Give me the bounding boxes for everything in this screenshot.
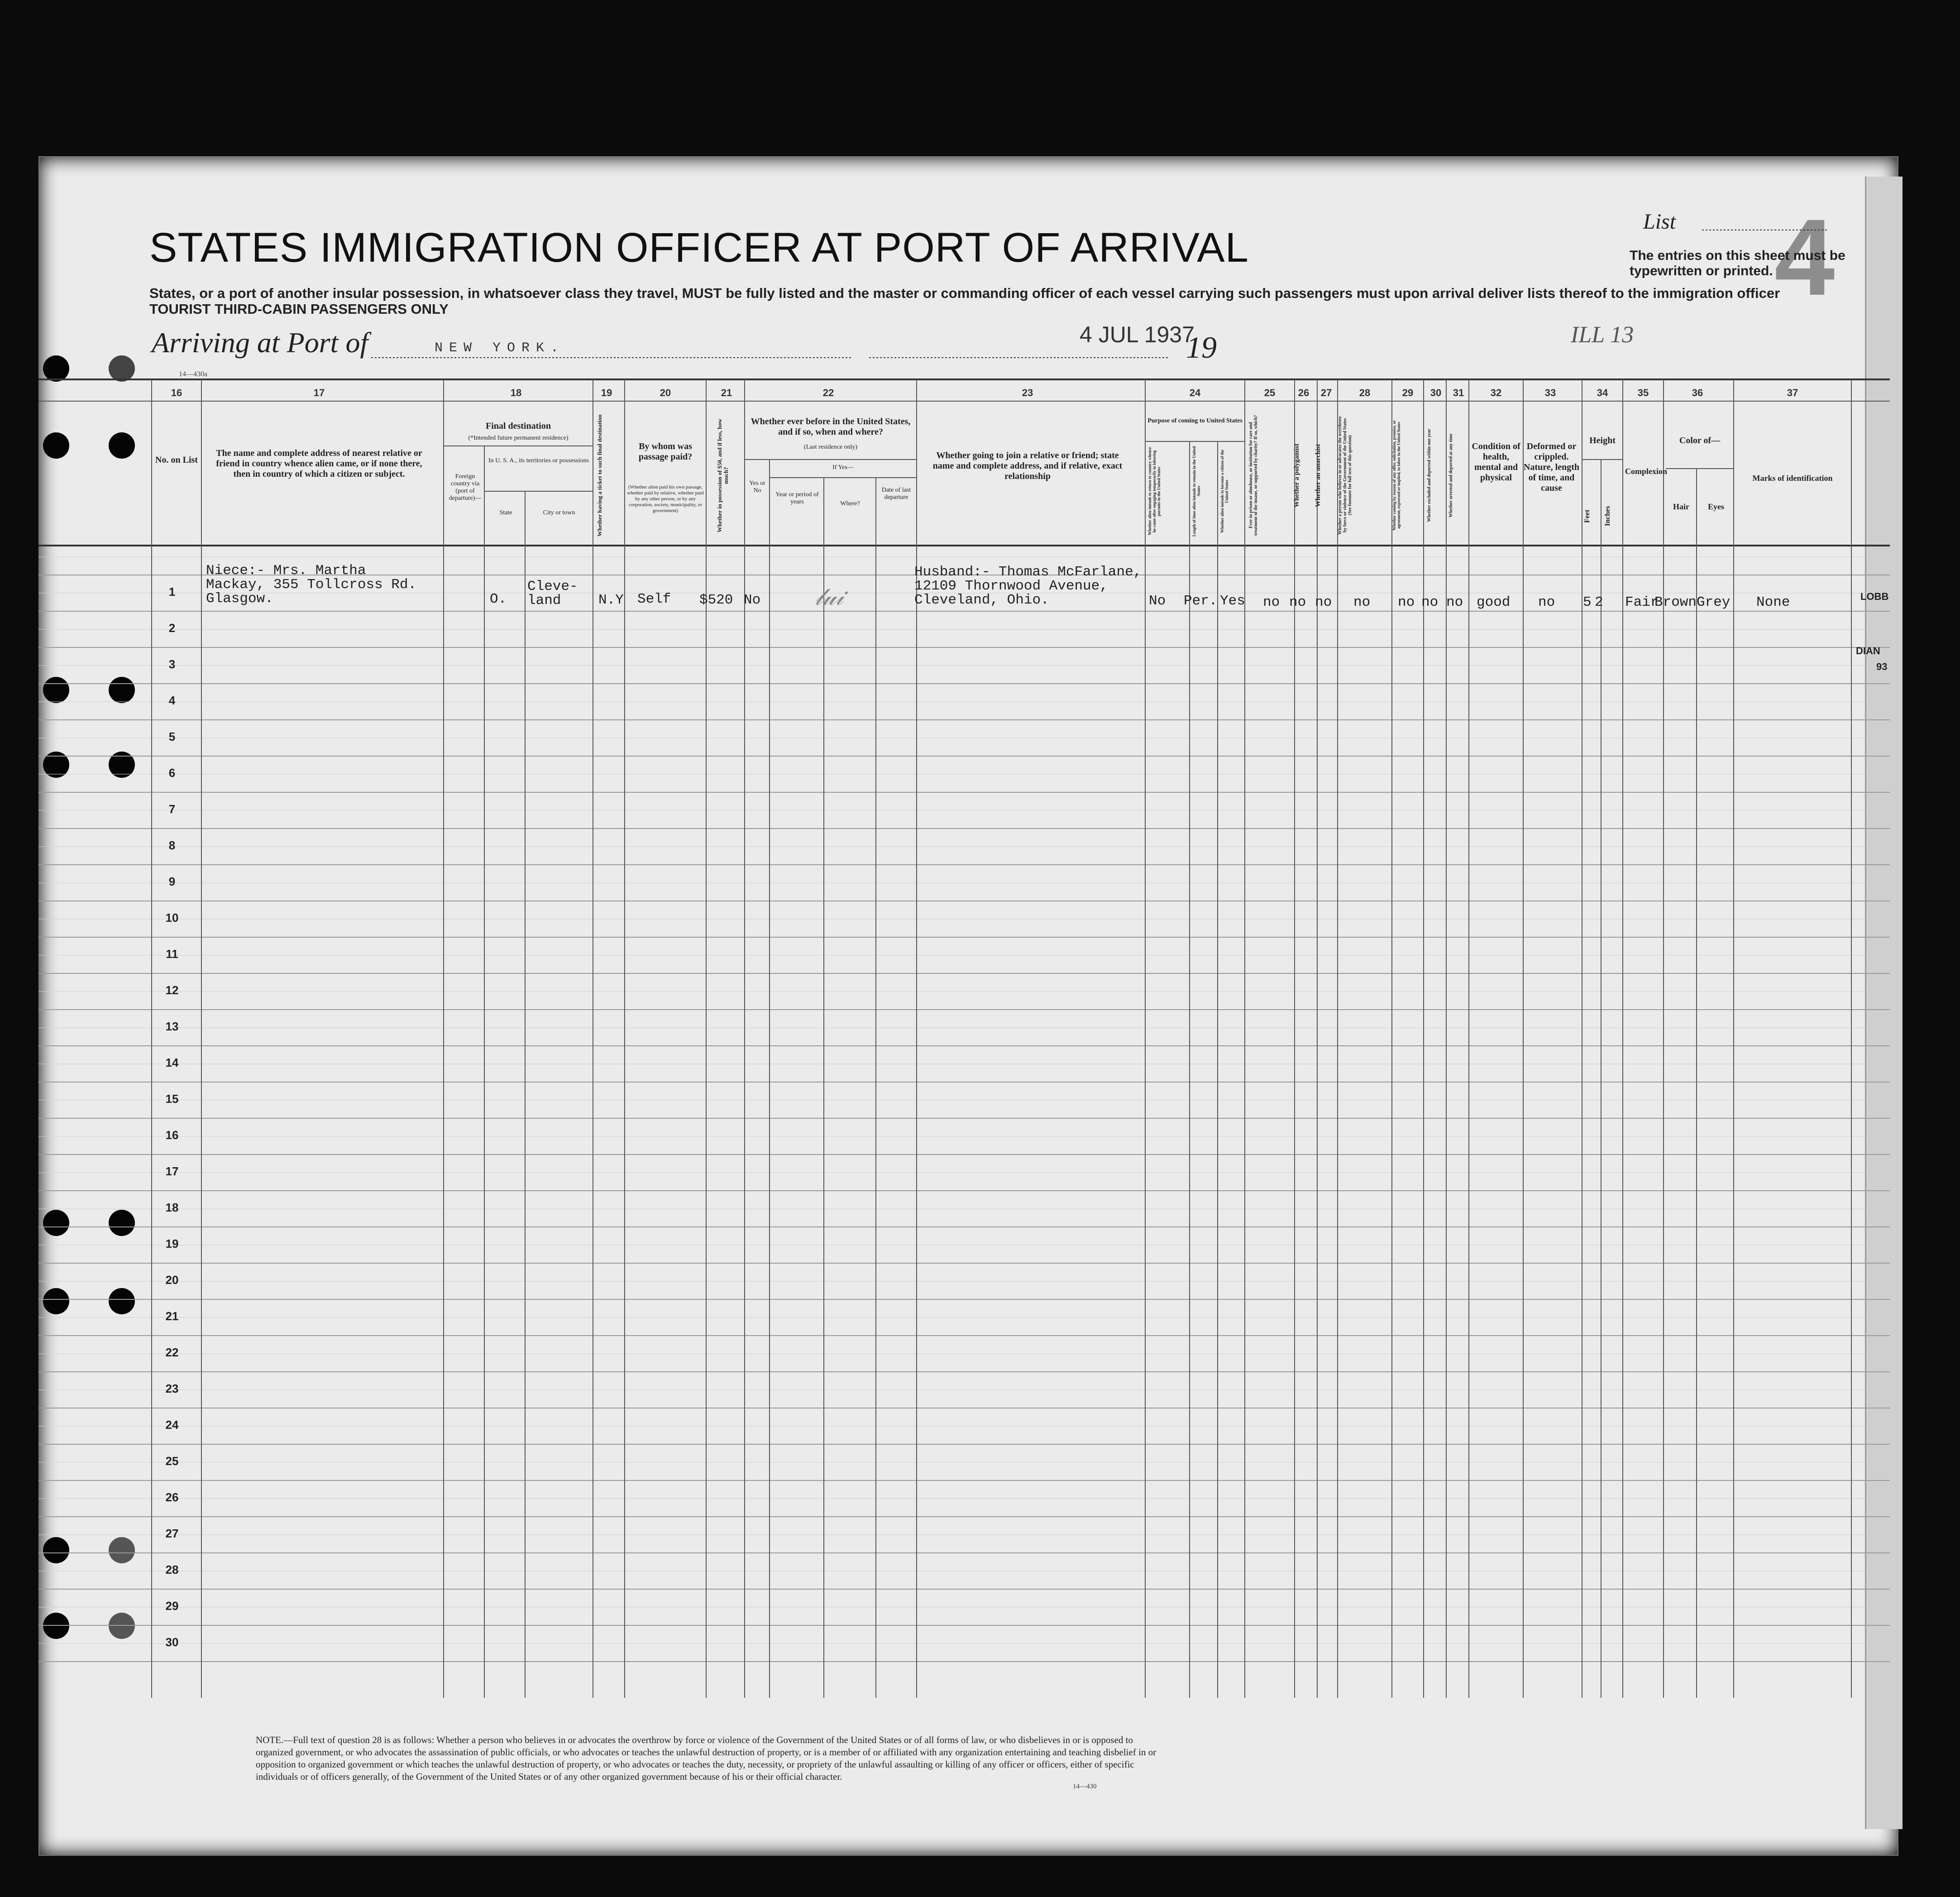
date-stamp: 4 JUL 1937 bbox=[1080, 322, 1195, 347]
header-year: Year or period of years bbox=[775, 491, 819, 505]
header-city: City or town bbox=[543, 509, 575, 516]
header-marks: Marks of identification bbox=[1752, 474, 1833, 483]
cell-state: O. bbox=[490, 591, 507, 607]
header-deformed: Deformed or crippled. Nature, length of time, and cause bbox=[1524, 441, 1579, 493]
row-number: 11 bbox=[166, 947, 178, 961]
header-relative: The name and complete address of nearest relative or friend in country whence alien came, or if none there, then in country of which a citizen or subject. bbox=[216, 448, 422, 479]
cell-return: No bbox=[1149, 593, 1166, 609]
header-purpose-length: Length of time alien intends to remain in the United States bbox=[1192, 446, 1201, 537]
row-number: 17 bbox=[165, 1164, 179, 1178]
row-number: 16 bbox=[165, 1128, 179, 1142]
header-ticket: Whether having a ticket to such final destination bbox=[596, 414, 603, 537]
column-number: 17 bbox=[313, 387, 325, 398]
row-number: 26 bbox=[165, 1490, 179, 1504]
header-feet: Feet bbox=[1583, 509, 1591, 523]
row-number: 9 bbox=[168, 875, 176, 888]
header-in-usa: In U. S. A., its territories or possessions bbox=[488, 457, 589, 464]
header-offer: Whether coming by reason of any offer, solicitation, promise, or agreement, expressed or implied, to labor in the United States bbox=[1392, 420, 1401, 531]
row-number: 1 bbox=[168, 585, 176, 599]
header-yes-no: Yes or No bbox=[749, 480, 765, 494]
column-number: 28 bbox=[1359, 387, 1371, 398]
row-number: 24 bbox=[165, 1418, 179, 1432]
column-number: 19 bbox=[601, 387, 612, 398]
header-before-us-note: (Last residence only) bbox=[803, 444, 858, 450]
cell-length: Per. bbox=[1184, 593, 1218, 609]
cell-prison: no bbox=[1263, 594, 1280, 610]
cell-marks: None bbox=[1756, 594, 1790, 610]
column-number: 35 bbox=[1637, 387, 1649, 398]
column-number: 18 bbox=[510, 387, 522, 398]
cell-ticket: N.Y bbox=[598, 592, 624, 608]
row-number: 19 bbox=[165, 1237, 179, 1250]
header-anarchist: Whether an anarchist bbox=[1315, 444, 1322, 507]
cell-feet: 5 bbox=[1583, 594, 1592, 610]
entries-note: The entries on this sheet must be typewritten or printed. bbox=[1630, 248, 1845, 278]
footnote: NOTE.—Full text of question 28 is as follows: Whether a person who believes in or advocates the overthrow by force or violence of the Government of the United States or of all forms of law, or who disbelieves in or is opposed to organized government, or who advocates the assassination of public officials, or who advocates or teaches the unlawful destruction of property, or is a member of or affiliated with any organization entertaining and teaching disbelief in or opposition to organized government or which teaches the unlawful destruction of property, or who advocates or teaches the duty, necessity, or propriety of the unlawful assaulting or killing of any officer or officers, either of specific individuals or of officers generally, of the Government of the United States or of any other organized government because of his or their official character. bbox=[256, 1734, 1157, 1782]
header-color: Color of— bbox=[1679, 436, 1721, 446]
row-number: 28 bbox=[165, 1563, 179, 1576]
header-height: Height bbox=[1589, 436, 1616, 446]
header-if-yes: If Yes— bbox=[832, 464, 854, 471]
column-number: 34 bbox=[1597, 387, 1608, 398]
header-purpose: Purpose of coming to United States bbox=[1147, 417, 1243, 424]
footer-form-number: 14—430 bbox=[1073, 1783, 1097, 1790]
cell-anarchist: no bbox=[1315, 594, 1332, 610]
handwritten-scribble: 𝓁𝓊𝒾 bbox=[815, 584, 844, 610]
header-foreign-country: Foreign country via (port of departure)— bbox=[449, 473, 482, 502]
header-where: Where? bbox=[840, 500, 860, 507]
cell-offer: no bbox=[1398, 594, 1415, 610]
list-number: 4 bbox=[1774, 196, 1835, 318]
column-number: 26 bbox=[1298, 387, 1310, 398]
row-number: 4 bbox=[168, 694, 176, 707]
column-number: 36 bbox=[1692, 387, 1703, 398]
cell-paid-by: Self bbox=[637, 591, 671, 607]
row-number: 27 bbox=[165, 1527, 179, 1540]
header-no-on-list: No. on List bbox=[155, 455, 198, 465]
row-number: 15 bbox=[165, 1092, 179, 1106]
cell-deformed: no bbox=[1538, 594, 1555, 610]
form-number: 14—430a bbox=[179, 370, 208, 378]
column-number: 31 bbox=[1453, 387, 1464, 398]
column-number: 30 bbox=[1430, 387, 1442, 398]
edge-text-fragment: 93 bbox=[1876, 661, 1888, 672]
cell-money: $520 bbox=[699, 592, 733, 608]
row-number: 29 bbox=[165, 1599, 179, 1613]
header-final-destination: Final destination bbox=[486, 421, 551, 431]
row-number: 8 bbox=[168, 838, 176, 852]
row-number: 18 bbox=[165, 1201, 179, 1214]
column-number: 33 bbox=[1544, 387, 1556, 398]
header-complexion: Complexion bbox=[1625, 467, 1668, 476]
header-inches: Inches bbox=[1604, 506, 1611, 527]
handwritten-mark: ILL 13 bbox=[1571, 322, 1634, 348]
cell-joining: Husband:- Thomas McFarlane, 12109 Thornwood Avenue, Cleveland, Ohio. bbox=[914, 564, 1142, 608]
edge-text-fragment: DIAN bbox=[1856, 645, 1880, 656]
cell-city: Cleve- land bbox=[527, 579, 578, 608]
cell-complexion: Fair bbox=[1625, 594, 1659, 610]
column-number: 29 bbox=[1402, 387, 1414, 398]
port-name: NEW YORK. bbox=[435, 340, 565, 356]
cell-health: good bbox=[1477, 594, 1511, 610]
cell-arrested: no bbox=[1446, 594, 1463, 610]
row-number: 23 bbox=[165, 1382, 179, 1395]
column-number: 20 bbox=[660, 387, 671, 398]
row-number: 5 bbox=[168, 730, 176, 743]
header-overthrow: Whether a person who believes in or advocates the overthrow by force or violence of the Government of the United States (See footnote for full text of this question) bbox=[1338, 416, 1353, 535]
row-number: 6 bbox=[168, 766, 176, 780]
cell-before-us: No bbox=[744, 592, 761, 608]
edge-text-fragment: LOBB bbox=[1860, 591, 1889, 602]
column-number: 16 bbox=[171, 387, 182, 398]
column-number: 22 bbox=[822, 387, 834, 398]
column-number: 32 bbox=[1490, 387, 1502, 398]
header-prison: Ever in prison or almshouse, or institution for care and treatment of the insane, or supported by charity? If so, which? bbox=[1248, 415, 1258, 536]
row-number: 7 bbox=[168, 802, 176, 816]
arriving-label: Arriving at Port of bbox=[152, 326, 368, 359]
cell-polygamist: no bbox=[1289, 594, 1306, 610]
row-number: 22 bbox=[165, 1346, 179, 1359]
cell-hair: Brown bbox=[1654, 594, 1697, 610]
header-purpose-citizen: Whether alien intends to become a citizen of the United States bbox=[1220, 450, 1229, 533]
column-number: 23 bbox=[1022, 387, 1033, 398]
row-number: 14 bbox=[165, 1056, 179, 1069]
cell-relative: Niece:- Mrs. Martha Mackay, 355 Tollcross Rd. Glasgow. bbox=[206, 563, 417, 607]
header-state: State bbox=[499, 509, 512, 516]
cell-excluded: no bbox=[1421, 594, 1439, 610]
header-hair: Hair bbox=[1673, 502, 1689, 511]
column-number: 25 bbox=[1264, 387, 1276, 398]
header-passage-note: (Whether alien paid his own passage, whether paid by relative, whether paid by any other person, or by any corporation, society, municipality, or government) bbox=[627, 484, 704, 513]
header-eyes: Eyes bbox=[1708, 502, 1724, 511]
header-money: Whether in possession of $50, and if less, how much? bbox=[716, 418, 729, 532]
row-number: 30 bbox=[165, 1635, 179, 1649]
class-line: TOURIST THIRD-CABIN PASSENGERS ONLY bbox=[149, 301, 449, 317]
column-number: 27 bbox=[1320, 387, 1332, 398]
header-date-departure: Date of last departure bbox=[881, 487, 911, 501]
cell-inches: 2 bbox=[1595, 594, 1603, 610]
cell-eyes: Grey bbox=[1697, 594, 1731, 610]
column-number: 37 bbox=[1787, 387, 1798, 398]
row-number: 21 bbox=[165, 1309, 179, 1323]
cell-citizen: Yes bbox=[1220, 593, 1245, 609]
row-number: 12 bbox=[165, 983, 179, 997]
column-number: 24 bbox=[1189, 387, 1201, 398]
header-purpose-return: Whether alien intends to return to country whence he came after engaging temporarily in laboring pursuits in the United States bbox=[1147, 447, 1161, 536]
column-number: 21 bbox=[721, 387, 732, 398]
row-number: 2 bbox=[168, 621, 176, 635]
header-passage: By whom was passage paid? bbox=[638, 441, 693, 462]
header-final-destination-note: (*Intended future permanent residence) bbox=[468, 435, 569, 441]
header-excluded: Whether excluded and deported within one year bbox=[1427, 429, 1432, 522]
header-before-us: Whether ever before in the United States, and if so, when and where? bbox=[751, 417, 911, 437]
row-number: 13 bbox=[165, 1020, 179, 1033]
header-polygamist: Whether a polygamist bbox=[1293, 443, 1300, 508]
row-number: 25 bbox=[165, 1454, 179, 1468]
page-title: STATES IMMIGRATION OFFICER AT PORT OF ARRIVAL bbox=[149, 225, 1249, 271]
header-joining: Whether going to join a relative or friend; state name and complete address, and if relative, exact relationship bbox=[932, 450, 1123, 481]
cell-overthrow: no bbox=[1353, 594, 1371, 610]
header-arrested: Whether arrested and deported at any time bbox=[1448, 433, 1453, 517]
header-health: Condition of health, mental and physical bbox=[1472, 441, 1520, 483]
year-prefix: 19 bbox=[1186, 330, 1217, 364]
instructions-line: States, or a port of another insular possession, in whatsoever class they travel, MUST be fully listed and the master or commanding officer of each vessel carrying such passengers must upon arrival deliver lists thereof to the immigration officer bbox=[149, 285, 1780, 301]
row-number: 10 bbox=[165, 911, 179, 925]
row-number: 20 bbox=[165, 1273, 179, 1287]
list-label: List bbox=[1643, 210, 1676, 234]
row-number: 3 bbox=[168, 657, 176, 671]
